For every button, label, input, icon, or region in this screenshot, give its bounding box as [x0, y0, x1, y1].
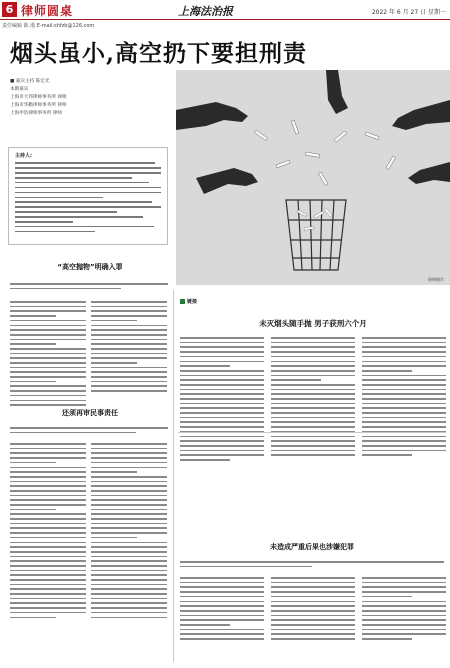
host-label: 主持人:	[15, 153, 32, 159]
article-column-3	[10, 440, 86, 621]
issue-date: 2022 年 6 月 27 日 星期一	[371, 9, 446, 16]
hands-dropping-cigarettes-illustration	[176, 70, 450, 285]
bottom-column-2	[271, 574, 355, 643]
link-tag: 链接	[180, 298, 197, 305]
bottom-column-1	[180, 574, 264, 643]
sidebar-column-3	[362, 334, 446, 459]
bottom-column-3	[362, 574, 446, 643]
host-text	[15, 162, 161, 232]
subhead-3: 未灭烟头随手抛 男子获刑六个月	[259, 319, 367, 328]
illustration	[176, 70, 450, 285]
article-column-2	[91, 298, 167, 395]
sidebar-column-2	[271, 334, 355, 459]
credit-line: 上海市大邦律师事务所 律师	[10, 95, 67, 100]
credits-block	[10, 78, 170, 118]
subhead-2: 还须再审民事责任	[62, 409, 118, 417]
sidebar-column-1	[180, 334, 264, 464]
subhead-4: 未造成严重后果也涉嫌犯罪	[270, 543, 354, 551]
section-title: 律师圆桌	[21, 4, 74, 18]
article-column-1	[10, 298, 86, 409]
host-box	[8, 147, 168, 245]
newspaper-brand: 上海法治报	[178, 5, 233, 18]
photo-caption: 资料图片	[428, 277, 444, 282]
column-divider	[173, 290, 174, 662]
credit-line: 上海市华勤律师事务所 律师	[10, 103, 67, 108]
credit-line: 上海申浩律师事务所 律师	[10, 111, 62, 116]
intro-text-2	[10, 424, 168, 436]
masthead-bar	[0, 0, 450, 20]
article-column-4	[91, 440, 167, 621]
intro-text	[10, 280, 168, 292]
subhead-1: “高空抛物”明确入罪	[57, 263, 123, 271]
credit-line: 本期嘉宾	[10, 87, 29, 92]
editor-info: 责任编辑 陈 淞 E-mail:shfzb@126.com	[2, 23, 95, 29]
page-headline: 烟头虽小,高空扔下要担刑责	[10, 40, 308, 67]
section-divider	[178, 432, 446, 433]
page-number: 6	[2, 2, 17, 17]
credit-line: ■ 嘉宾主持 陈宏光	[10, 79, 50, 84]
intro-text-3	[180, 558, 444, 570]
